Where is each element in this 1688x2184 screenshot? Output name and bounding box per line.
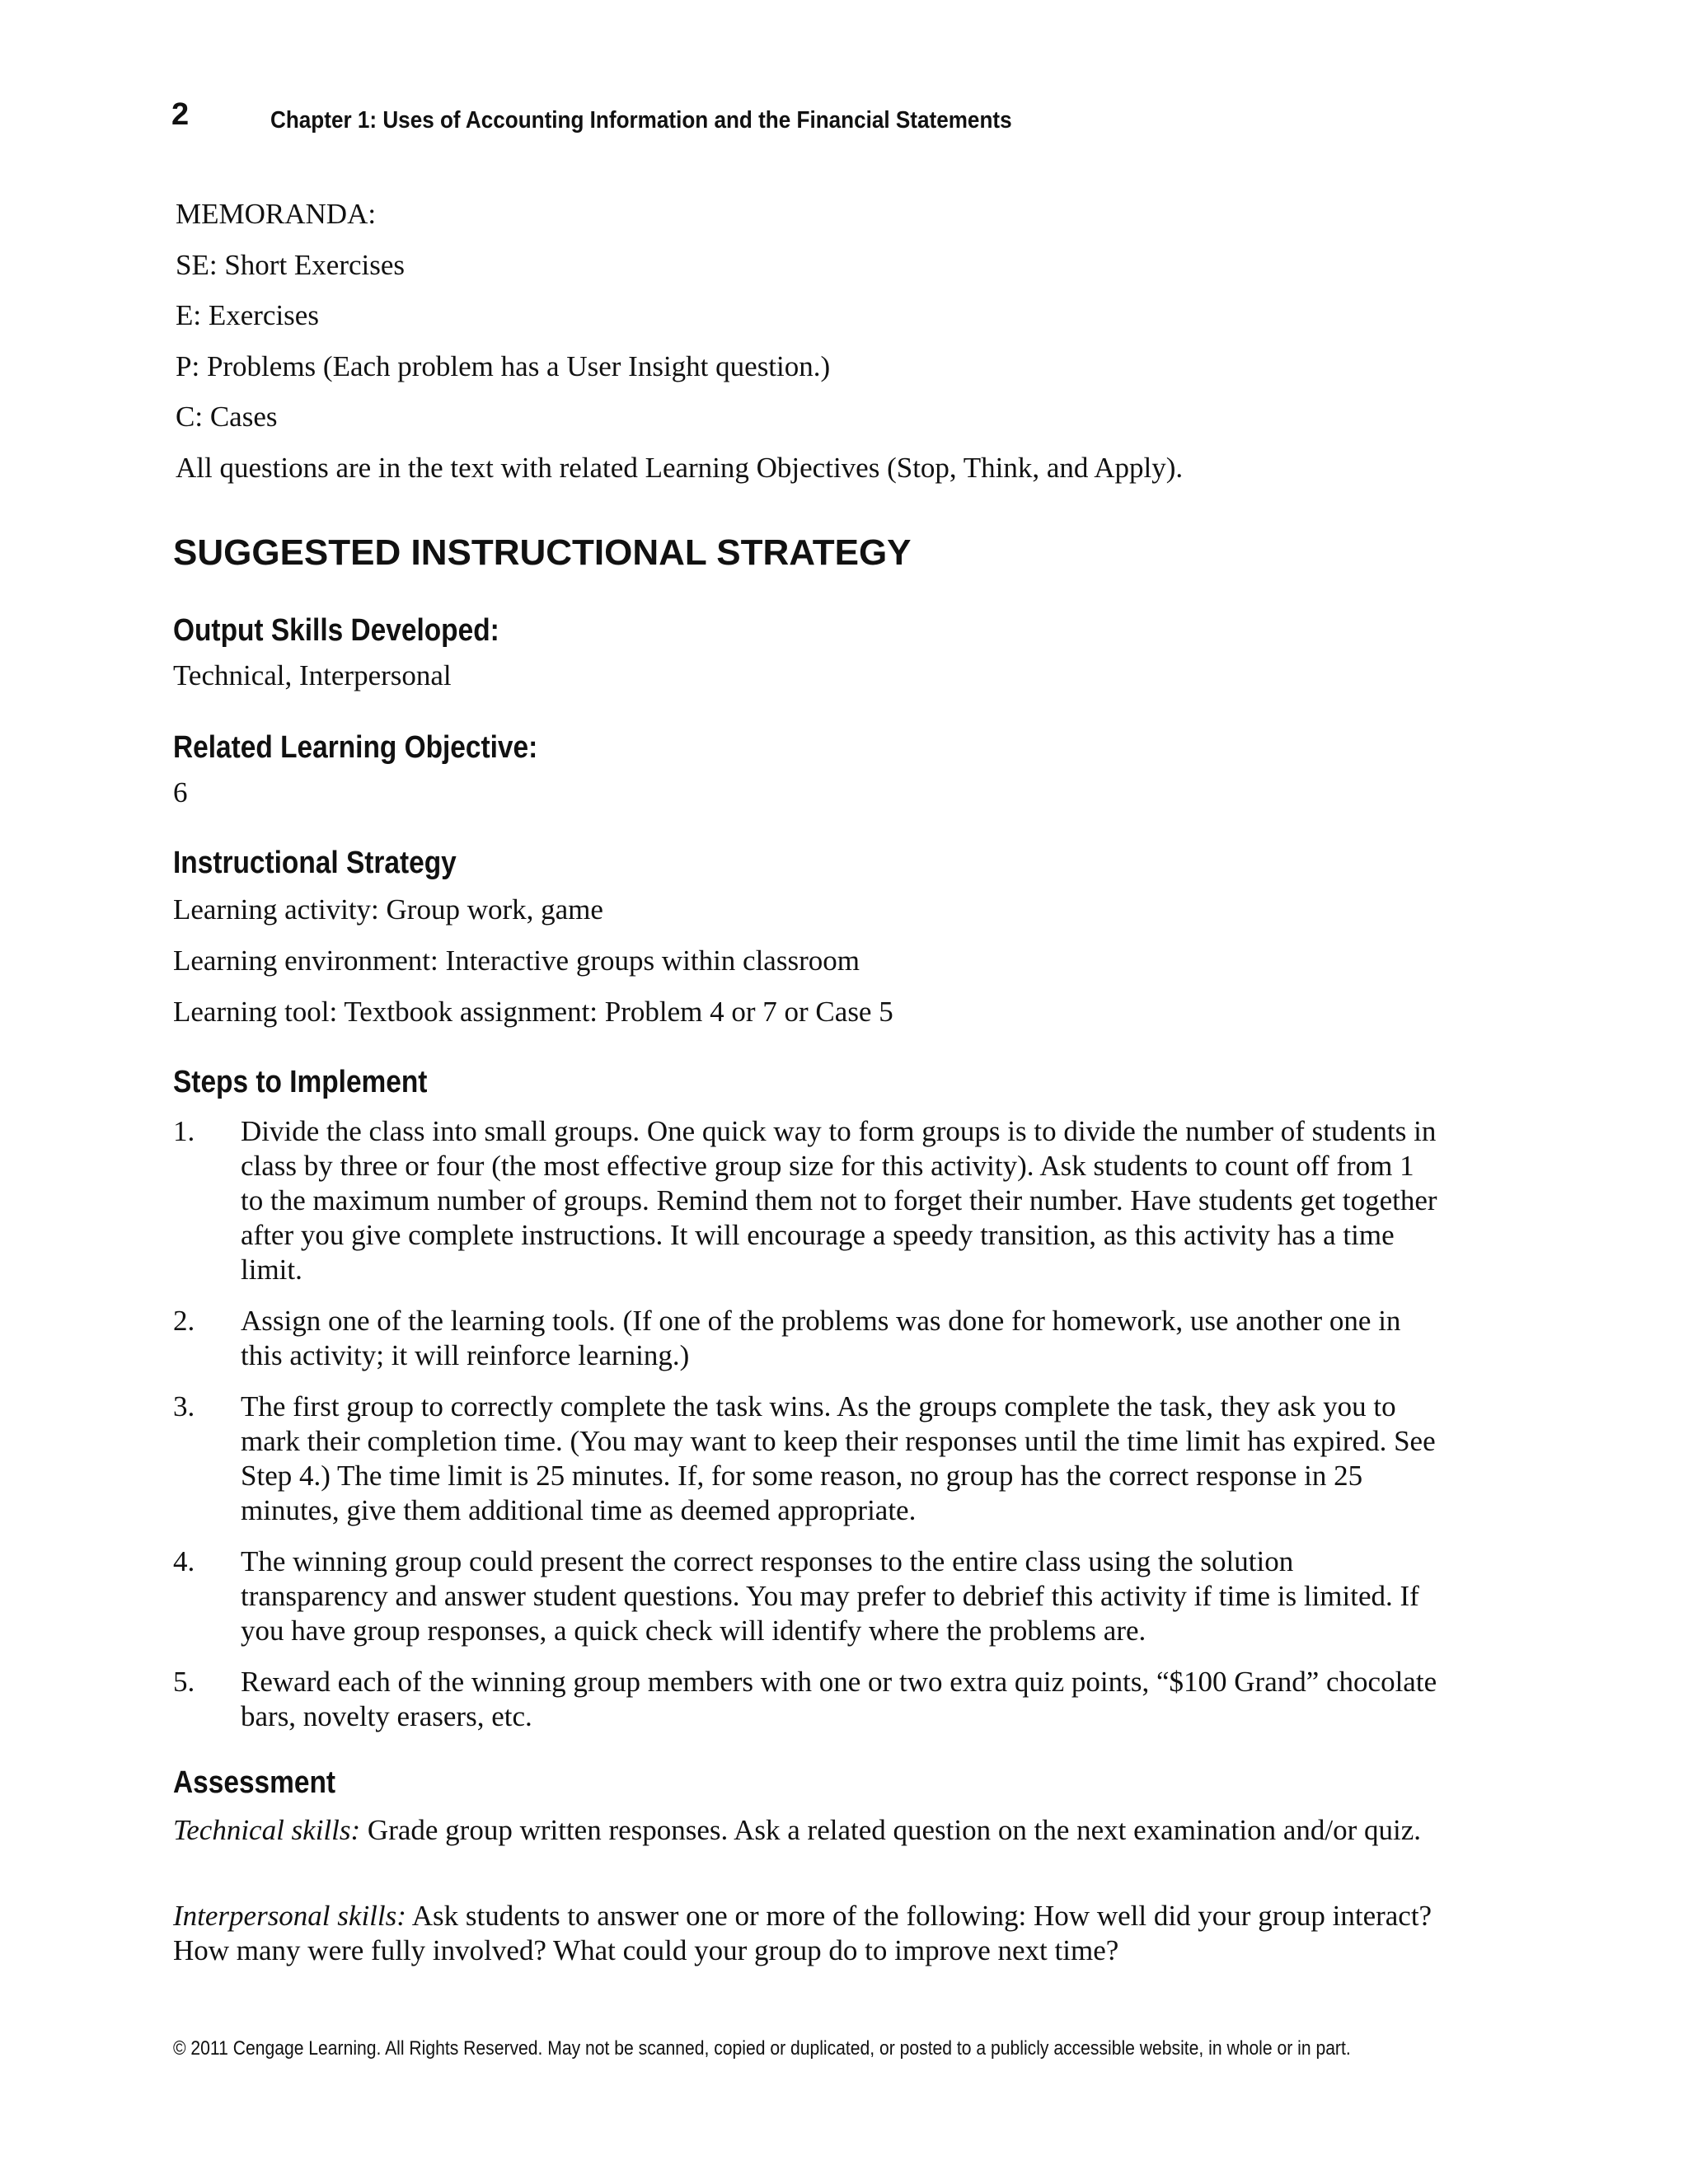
- step-text: The first group to correctly complete the task wins. As the groups complete the task, they ask you to mark their completion time. (You may want to keep their responses until the time limit has expired. See Step 4.) The time limit is 25 minutes. If, for some reason, no group has the correct response in 25 minutes, give them additional time as deemed appropriate.: [241, 1390, 1436, 1526]
- step-text: Reward each of the winning group members with one or two extra quiz points, “$100 Grand” chocolate bars, novelty erasers, etc.: [241, 1666, 1437, 1732]
- step-number: 2.: [173, 1305, 195, 1337]
- steps-list: [173, 1114, 1442, 1750]
- assessment-technical: [173, 1813, 1442, 1848]
- list-item: [173, 1114, 1442, 1287]
- step-text: The winning group could present the correct responses to the entire class using the solution transparency and answer student questions. You may prefer to debrief this activity if time is limited. If you have group responses, a quick check will identify where the problems are.: [241, 1545, 1419, 1647]
- technical-skills-label: Technical skills:: [173, 1814, 361, 1846]
- step-text: Divide the class into small groups. One quick way to form groups is to divide the number of students in class by three or four (the most effective group size for this activity). Ask students to count off from 1 to the maximum number of groups. Remind them not to forget their number. Have students get together after you give complete instructions. It will encourage a speedy transition, as this activity has a time limit.: [241, 1115, 1437, 1286]
- memoranda-list: [176, 198, 1494, 502]
- assessment-heading: Assessment: [173, 1765, 336, 1800]
- interpersonal-skills-label: Interpersonal skills:: [173, 1900, 406, 1932]
- output-skills-text: Technical, Interpersonal: [173, 659, 452, 691]
- step-text: Assign one of the learning tools. (If one of the problems was done for homework, use another one in this activity; it will reinforce learning.): [241, 1305, 1401, 1371]
- running-head: [171, 97, 1573, 147]
- learning-activity-line: Learning activity: Group work, game: [173, 893, 603, 926]
- list-item: [173, 1544, 1442, 1648]
- list-item: [173, 1304, 1442, 1373]
- list-item: [173, 1665, 1442, 1734]
- technical-skills-text: Grade group written responses. Ask a related question on the next examination and/or quiz.: [360, 1814, 1422, 1846]
- step-number: 4.: [173, 1545, 195, 1577]
- memoranda-item-exercises: E: Exercises: [176, 299, 319, 331]
- learning-tool-line: Learning tool: Textbook assignment: Problem 4 or 7 or Case 5: [173, 996, 893, 1028]
- step-number: 5.: [173, 1666, 195, 1698]
- related-objective-text: 6: [173, 776, 188, 808]
- list-item: [173, 1390, 1442, 1528]
- memoranda-item-cases: C: Cases: [176, 401, 278, 433]
- interpersonal-skills-text: Ask students to answer one or more of the following: How well did your group interact? How many were fully involved? What could your group do to improve next time?: [173, 1900, 1432, 1966]
- page-number: 2: [171, 97, 190, 132]
- instructional-strategy-heading: Instructional Strategy: [173, 846, 457, 880]
- memoranda-heading: MEMORANDA:: [176, 198, 377, 230]
- memoranda-item-short-exercises: SE: Short Exercises: [176, 248, 406, 281]
- chapter-title: Chapter 1: Uses of Accounting Information and the Financial Statements: [270, 107, 1012, 134]
- step-number: 3.: [173, 1390, 195, 1422]
- assessment-interpersonal: [173, 1899, 1442, 1968]
- copyright-footer: © 2011 Cengage Learning. All Rights Reserved. May not be scanned, copied or duplicated, or posted to a publicly accessible website, in whole or in part.: [173, 2037, 1351, 2060]
- step-number: 1.: [173, 1115, 195, 1147]
- section-heading: SUGGESTED INSTRUCTIONAL STRATEGY: [173, 532, 912, 573]
- learning-environment-line: Learning environment: Interactive groups within classroom: [173, 944, 860, 977]
- output-skills-heading: Output Skills Developed:: [173, 613, 499, 648]
- memoranda-item-problems: P: Problems (Each problem has a User Insight question.): [176, 349, 831, 382]
- steps-heading: Steps to Implement: [173, 1065, 428, 1099]
- related-objective-heading: Related Learning Objective:: [173, 730, 538, 765]
- memoranda-note: All questions are in the text with related Learning Objectives (Stop, Think, and Apply).: [176, 451, 1184, 484]
